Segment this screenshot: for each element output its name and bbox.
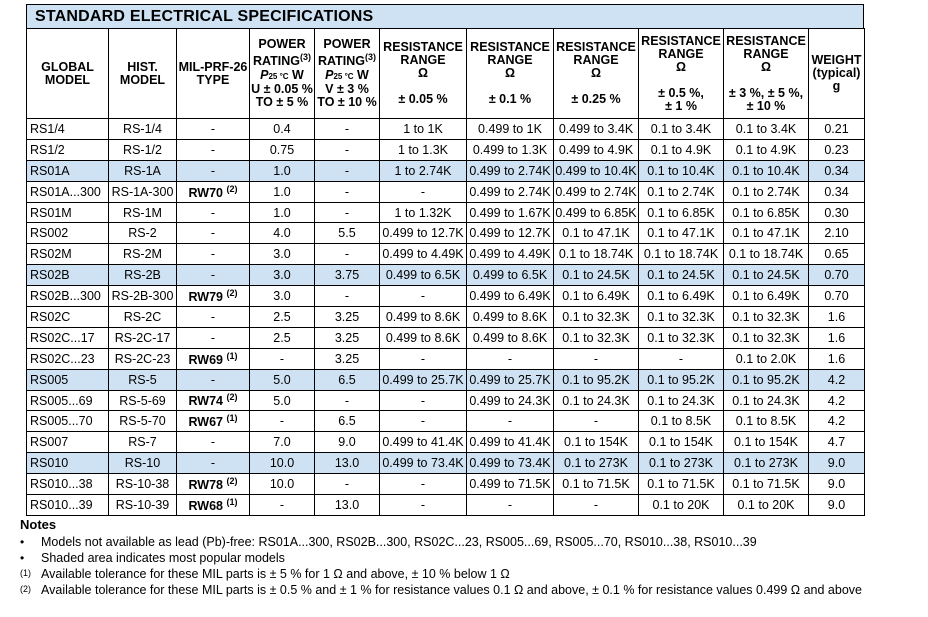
header-range-01: RESISTANCE RANGE Ω ± 0.1 % [467,29,554,119]
note-text: Available tolerance for these MIL parts is ± 0.5 % and ± 1 % for resistance values 0.1 Ω and above, ± 0.1 % for resistance values 0.499 Ω and above [41,583,862,597]
cell-power-v: - [315,139,380,160]
cell-range-01: 0.499 to 1.67K [467,202,554,223]
cell-power-u: 2.5 [250,327,315,348]
cell-power-u: 1.0 [250,160,315,181]
cell-range-05: 0.1 to 32.3K [639,307,724,328]
cell-range-05: 0.1 to 95.2K [639,369,724,390]
cell-range-3: 0.1 to 24.3K [724,390,809,411]
cell-power-v: - [315,474,380,495]
cell-range-05: - [639,348,724,369]
footnote-marker: (2) [226,476,238,486]
cell-range-05: 0.1 to 2.74K [639,181,724,202]
cell-power-u: - [250,348,315,369]
cell-range-05: 0.1 to 47.1K [639,223,724,244]
cell-range-01: 0.499 to 41.4K [467,432,554,453]
cell-range-005: 1 to 1.32K [380,202,467,223]
cell-range-01: 0.499 to 1K [467,119,554,140]
cell-power-v: 13.0 [315,495,380,516]
cell-hist-model: RS-10 [109,453,177,474]
cell-range-005: - [380,181,467,202]
cell-range-01: 0.499 to 2.74K [467,181,554,202]
cell-model: RS005...70 [27,411,109,432]
cell-range-3: 0.1 to 18.74K [724,244,809,265]
cell-mil-type: - [177,453,250,474]
cell-range-025: 0.1 to 24.5K [554,265,639,286]
header-range-005: RESISTANCE RANGE Ω ± 0.05 % [380,29,467,119]
table-row [27,286,865,307]
cell-range-05: 0.1 to 18.74K [639,244,724,265]
cell-range-3: 0.1 to 4.9K [724,139,809,160]
cell-range-025: 0.1 to 95.2K [554,369,639,390]
cell-mil-type: - [177,244,250,265]
cell-range-01: 0.499 to 24.3K [467,390,554,411]
table-row [27,411,865,432]
cell-weight: 0.34 [809,181,865,202]
cell-power-v: 5.5 [315,223,380,244]
cell-model: RS002 [27,223,109,244]
cell-range-025: 0.1 to 24.3K [554,390,639,411]
cell-power-u: 7.0 [250,432,315,453]
cell-range-01: 0.499 to 12.7K [467,223,554,244]
footnote-marker: (1) [226,496,238,507]
table-row [27,495,865,516]
cell-model: RS02B...300 [27,286,109,307]
cell-range-005: 0.499 to 8.6K [380,307,467,328]
cell-power-v: 9.0 [315,432,380,453]
note-item [20,534,910,550]
cell-weight: 9.0 [809,495,865,516]
table-row [27,181,865,202]
table-row [27,244,865,265]
cell-weight: 9.0 [809,474,865,495]
header-range-05: RESISTANCE RANGE Ω ± 0.5 %, ± 1 % [639,29,724,119]
cell-hist-model: RS-2 [109,223,177,244]
cell-range-3: 0.1 to 10.4K [724,160,809,181]
cell-hist-model: RS-1A [109,160,177,181]
cell-hist-model: RS-1/2 [109,139,177,160]
cell-model: RS02C...23 [27,348,109,369]
header-range-3: RESISTANCE RANGE Ω ± 3 %, ± 5 %, ± 10 % [724,29,809,119]
cell-range-3: 0.1 to 8.5K [724,411,809,432]
footnote-marker: (1) [226,413,238,424]
cell-range-025: 0.499 to 2.74K [554,181,639,202]
notes-heading: Notes [20,517,57,532]
cell-mil-type: - [177,327,250,348]
cell-mil-type: RW74 $^{(2)}$ [177,390,250,411]
cell-power-v: 3.75 [315,265,380,286]
cell-power-v: 13.0 [315,453,380,474]
cell-range-005: 1 to 2.74K [380,160,467,181]
cell-model: RS005...69 [27,390,109,411]
cell-range-05: 0.1 to 32.3K [639,327,724,348]
cell-power-v: - [315,202,380,223]
cell-range-05: 0.1 to 20K [639,495,724,516]
cell-mil-type: - [177,160,250,181]
header-weight: WEIGHT (typical) g [809,29,865,119]
cell-weight: 0.30 [809,202,865,223]
cell-power-u: - [250,411,315,432]
cell-range-3: 0.1 to 2.0K [724,348,809,369]
notes-section [20,517,910,598]
cell-power-u: 10.0 [250,453,315,474]
cell-power-u: 2.5 [250,307,315,328]
cell-range-3: 0.1 to 47.1K [724,223,809,244]
footnote-marker: (2) [226,392,238,403]
cell-range-05: 0.1 to 4.9K [639,139,724,160]
table-row [27,474,865,495]
bullet-icon: • [20,551,25,565]
cell-weight: 0.70 [809,265,865,286]
cell-weight: 0.21 [809,119,865,140]
header-global-model: GLOBAL MODEL [27,29,109,119]
cell-mil-type: - [177,307,250,328]
cell-range-3: 0.1 to 273K [724,453,809,474]
cell-range-025: - [554,411,639,432]
cell-range-05: 0.1 to 3.4K [639,119,724,140]
footnote-marker: (2) [226,183,238,194]
cell-model: RS02B [27,265,109,286]
cell-range-05: 0.1 to 24.3K [639,390,724,411]
table-row [27,348,865,369]
header-range-025: RESISTANCE RANGE Ω ± 0.25 % [554,29,639,119]
table-row [27,390,865,411]
cell-range-3: 0.1 to 32.3K [724,327,809,348]
cell-weight: 4.2 [809,390,865,411]
cell-hist-model: RS-2B [109,265,177,286]
cell-model: RS010 [27,453,109,474]
cell-mil-type: - [177,139,250,160]
footnote-item [20,566,910,582]
table-row [27,139,865,160]
cell-range-3: 0.1 to 71.5K [724,474,809,495]
cell-mil-type: - [177,265,250,286]
cell-hist-model: RS-2C [109,307,177,328]
cell-weight: 4.2 [809,411,865,432]
table-body [27,119,865,516]
cell-power-v: - [315,286,380,307]
cell-weight: 1.6 [809,348,865,369]
cell-power-v: 6.5 [315,411,380,432]
cell-hist-model: RS-5-69 [109,390,177,411]
cell-range-3: 0.1 to 6.49K [724,286,809,307]
table-row [27,453,865,474]
cell-range-3: 0.1 to 154K [724,432,809,453]
cell-range-025: 0.1 to 32.3K [554,307,639,328]
spec-table [26,28,865,516]
cell-power-u: 4.0 [250,223,315,244]
cell-range-005: 0.499 to 25.7K [380,369,467,390]
table-row [27,119,865,140]
cell-power-u: 1.0 [250,202,315,223]
cell-range-05: 0.1 to 10.4K [639,160,724,181]
cell-mil-type: RW70 $^{(2)}$ [177,181,250,202]
cell-power-u: 3.0 [250,286,315,307]
footnote-marker: (1) [226,350,238,361]
cell-range-01: - [467,411,554,432]
cell-weight: 0.34 [809,160,865,181]
cell-power-v: - [315,181,380,202]
cell-hist-model: RS-2M [109,244,177,265]
cell-mil-type: - [177,202,250,223]
cell-range-005: 1 to 1.3K [380,139,467,160]
cell-weight: 9.0 [809,453,865,474]
cell-range-005: 0.499 to 4.49K [380,244,467,265]
cell-range-025: 0.1 to 71.5K [554,474,639,495]
cell-weight: 0.70 [809,286,865,307]
cell-power-v: - [315,160,380,181]
cell-hist-model: RS-1/4 [109,119,177,140]
cell-weight: 2.10 [809,223,865,244]
cell-power-v: 3.25 [315,348,380,369]
cell-weight: 4.7 [809,432,865,453]
cell-range-025: 0.1 to 6.49K [554,286,639,307]
footnote-marker: (2) [20,584,31,594]
cell-power-v: - [315,119,380,140]
cell-range-01: 0.499 to 2.74K [467,160,554,181]
cell-power-u: 10.0 [250,474,315,495]
cell-range-01: 0.499 to 6.49K [467,286,554,307]
cell-hist-model: RS-10-39 [109,495,177,516]
table-row [27,369,865,390]
cell-range-005: 1 to 1K [380,119,467,140]
cell-model: RS005 [27,369,109,390]
table-row [27,265,865,286]
cell-range-025: 0.1 to 18.74K [554,244,639,265]
table-row [27,160,865,181]
cell-range-05: 0.1 to 24.5K [639,265,724,286]
cell-range-025: - [554,348,639,369]
cell-mil-type: RW69 $^{(1)}$ [177,348,250,369]
header-power-u: POWER RATING$^{(3)}$ P25 °C W U ± 0.05 % TO ± 5 % [250,29,315,119]
cell-range-025: 0.1 to 154K [554,432,639,453]
cell-range-05: 0.1 to 6.85K [639,202,724,223]
note-item [20,550,910,566]
cell-range-01: 0.499 to 71.5K [467,474,554,495]
footnote-item [20,582,910,598]
cell-range-005: - [380,390,467,411]
footnote-marker: (2) [226,287,238,298]
cell-range-025: 0.499 to 10.4K [554,160,639,181]
cell-model: RS007 [27,432,109,453]
cell-range-005: 0.499 to 41.4K [380,432,467,453]
cell-range-005: - [380,348,467,369]
cell-power-u: 3.0 [250,244,315,265]
cell-power-u: 5.0 [250,390,315,411]
cell-power-u: - [250,495,315,516]
cell-hist-model: RS-5-70 [109,411,177,432]
cell-hist-model: RS-2C-23 [109,348,177,369]
cell-range-01: 0.499 to 73.4K [467,453,554,474]
cell-mil-type: RW78 $^{(2)}$ [177,474,250,495]
cell-power-v: 6.5 [315,369,380,390]
cell-range-05: 0.1 to 273K [639,453,724,474]
cell-range-3: 0.1 to 24.5K [724,265,809,286]
cell-hist-model: RS-5 [109,369,177,390]
cell-power-v: 3.25 [315,327,380,348]
cell-range-025: 0.499 to 6.85K [554,202,639,223]
cell-model: RS010...38 [27,474,109,495]
table-row [27,432,865,453]
cell-range-01: 0.499 to 25.7K [467,369,554,390]
table-row [27,327,865,348]
footnote-marker: (1) [20,568,31,578]
cell-model: RS02M [27,244,109,265]
cell-weight: 0.23 [809,139,865,160]
cell-range-3: 0.1 to 3.4K [724,119,809,140]
header-power-v: POWER RATING$^{(3)}$ P25 °C W V ± 3 % TO ± 10 % [315,29,380,119]
spec-sheet [26,4,864,516]
cell-mil-type: - [177,119,250,140]
cell-range-05: 0.1 to 154K [639,432,724,453]
table-row [27,202,865,223]
cell-power-v: 3.25 [315,307,380,328]
cell-range-3: 0.1 to 95.2K [724,369,809,390]
cell-range-005: - [380,411,467,432]
cell-model: RS01M [27,202,109,223]
cell-power-u: 3.0 [250,265,315,286]
cell-range-005: - [380,474,467,495]
table-header [27,29,865,119]
cell-hist-model: RS-1A-300 [109,181,177,202]
cell-range-01: - [467,348,554,369]
cell-weight: 1.6 [809,327,865,348]
cell-range-05: 0.1 to 8.5K [639,411,724,432]
cell-range-3: 0.1 to 20K [724,495,809,516]
table-row [27,223,865,244]
cell-hist-model: RS-7 [109,432,177,453]
cell-range-025: 0.499 to 3.4K [554,119,639,140]
cell-range-005: - [380,286,467,307]
note-text: Shaded area indicates most popular models [41,551,285,565]
cell-hist-model: RS-2B-300 [109,286,177,307]
cell-mil-type: RW79 $^{(2)}$ [177,286,250,307]
cell-range-025: 0.1 to 273K [554,453,639,474]
cell-range-05: 0.1 to 6.49K [639,286,724,307]
cell-power-u: 0.75 [250,139,315,160]
cell-model: RS02C [27,307,109,328]
cell-mil-type: RW68 $^{(1)}$ [177,495,250,516]
cell-model: RS01A [27,160,109,181]
cell-model: RS02C...17 [27,327,109,348]
note-text: Models not available as lead (Pb)-free: RS01A...300, RS02B...300, RS02C...23, RS005...69, RS005...70, RS010...38, RS010...39 [41,535,757,549]
cell-range-3: 0.1 to 2.74K [724,181,809,202]
cell-mil-type: - [177,432,250,453]
cell-model: RS010...39 [27,495,109,516]
cell-range-01: - [467,495,554,516]
cell-mil-type: - [177,223,250,244]
table-row [27,307,865,328]
header-hist-model: HIST. MODEL [109,29,177,119]
cell-power-v: - [315,244,380,265]
cell-range-005: 0.499 to 8.6K [380,327,467,348]
cell-range-025: 0.1 to 47.1K [554,223,639,244]
cell-range-3: 0.1 to 32.3K [724,307,809,328]
cell-range-01: 0.499 to 8.6K [467,307,554,328]
cell-range-01: 0.499 to 4.49K [467,244,554,265]
cell-range-025: 0.1 to 32.3K [554,327,639,348]
cell-range-005: 0.499 to 6.5K [380,265,467,286]
cell-power-u: 0.4 [250,119,315,140]
cell-weight: 4.2 [809,369,865,390]
cell-range-01: 0.499 to 1.3K [467,139,554,160]
cell-model: RS01A...300 [27,181,109,202]
cell-weight: 1.6 [809,307,865,328]
cell-power-v: - [315,390,380,411]
note-text: Available tolerance for these MIL parts is ± 5 % for 1 Ω and above, ± 10 % below 1 Ω [41,567,510,581]
cell-range-005: 0.499 to 73.4K [380,453,467,474]
cell-range-025: - [554,495,639,516]
cell-model: RS1/2 [27,139,109,160]
cell-power-u: 5.0 [250,369,315,390]
cell-weight: 0.65 [809,244,865,265]
cell-model: RS1/4 [27,119,109,140]
cell-mil-type: RW67 $^{(1)}$ [177,411,250,432]
cell-range-05: 0.1 to 71.5K [639,474,724,495]
cell-range-3: 0.1 to 6.85K [724,202,809,223]
header-mil-type: MIL-PRF-26 TYPE [177,29,250,119]
cell-mil-type: - [177,369,250,390]
cell-range-025: 0.499 to 4.9K [554,139,639,160]
cell-hist-model: RS-2C-17 [109,327,177,348]
cell-hist-model: RS-1M [109,202,177,223]
bullet-icon: • [20,535,25,549]
table-title: STANDARD ELECTRICAL SPECIFICATIONS [26,4,864,28]
cell-range-005: - [380,495,467,516]
cell-power-u: 1.0 [250,181,315,202]
cell-range-01: 0.499 to 6.5K [467,265,554,286]
cell-hist-model: RS-10-38 [109,474,177,495]
cell-range-01: 0.499 to 8.6K [467,327,554,348]
cell-range-005: 0.499 to 12.7K [380,223,467,244]
